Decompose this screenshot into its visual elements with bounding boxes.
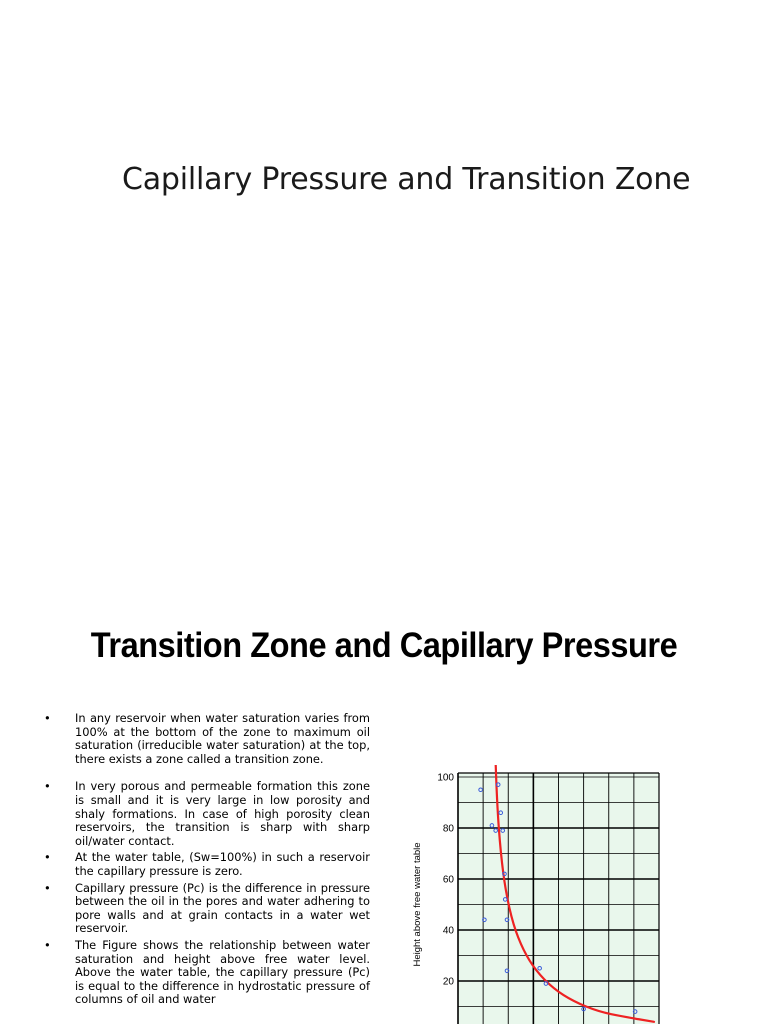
y-tick-label: 80 (442, 823, 454, 835)
bullet-item: • At the water table, (Sw=100%) in such a reservoir the capillary pressure is zero. (44, 851, 370, 878)
y-tick-labels (437, 773, 454, 988)
slide-title: Capillary Pressure and Transition Zone (122, 162, 691, 197)
content-slide (0, 590, 768, 1024)
y-tick-label: 60 (442, 874, 454, 886)
bullet-item: • In any reservoir when water saturation varies from 100% at the bottom of the zone to maximum oil saturation (irreducible water saturation) at the top, there exists a zone called a transition zone. (44, 712, 370, 766)
content-slide-title: Transition Zone and Capillary Pressure (90, 626, 678, 665)
saturation-height-chart (405, 765, 675, 1024)
y-tick-label: 20 (442, 976, 454, 988)
chart-grid (458, 773, 659, 1024)
y-axis-label: Height above free water table (412, 842, 423, 967)
bullet-item: • Capillary pressure (Pc) is the difference in pressure between the oil in the pores and water adhering to pore walls and at grain contacts in a water wet reservoir. (44, 882, 370, 936)
y-tick-label: 40 (442, 925, 454, 937)
bullet-item: • The Figure shows the relationship between water saturation and height above free water level. Above the water table, the capillary pressure (Pc) is equal to the difference in hydrostatic pressure of columns of oil and water (44, 939, 370, 1007)
bullet-item: • In very porous and permeable formation this zone is small and it is very large in low porosity and shaly formations. In case of high porosity clean reservoirs, the transition is sharp with sharp oil/water contact. (44, 780, 370, 848)
chart-svg (405, 765, 675, 1024)
y-tick-label: 100 (437, 772, 454, 784)
bullet-list (44, 712, 370, 1010)
